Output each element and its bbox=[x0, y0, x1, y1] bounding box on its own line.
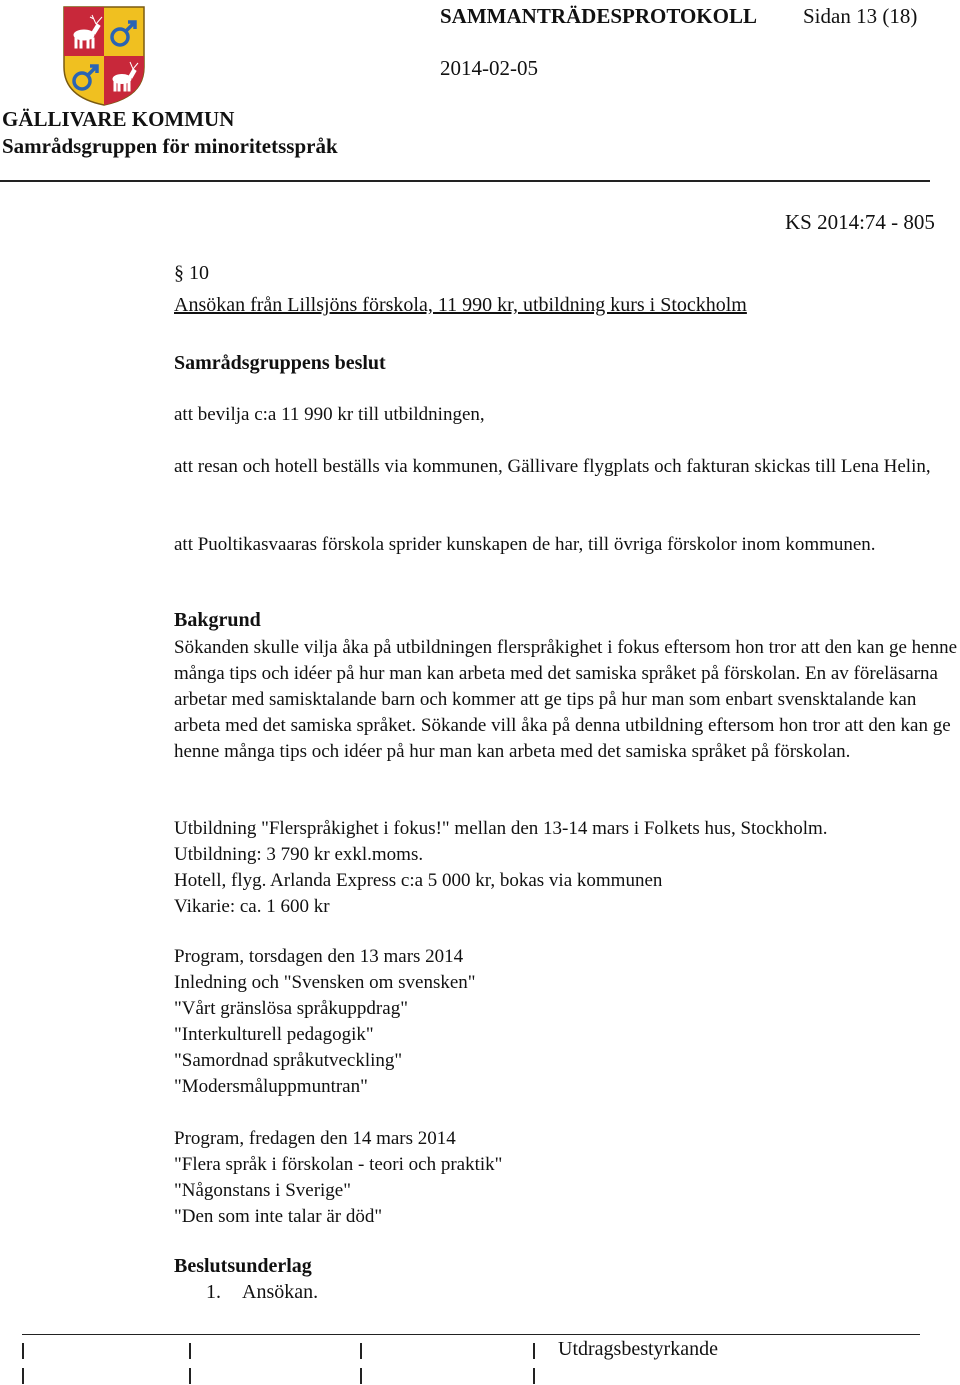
signature-box-divider bbox=[22, 1343, 24, 1359]
section-number: § 10 bbox=[174, 262, 209, 284]
program-line: Program, torsdagen den 13 mars 2014 bbox=[174, 946, 464, 967]
page-number: Sidan 13 (18) bbox=[803, 4, 918, 28]
decision-item: att Puoltikasvaaras förskola sprider kunskapen de har, till övriga förskolor inom kommunen. bbox=[174, 534, 876, 555]
item-title: Ansökan från Lillsjöns förskola, 11 990 kr, utbildning kurs i Stockholm bbox=[174, 294, 747, 316]
basis-heading: Beslutsunderlag bbox=[174, 1255, 312, 1277]
program-day-1 bbox=[174, 944, 476, 1100]
program-line: Program, fredagen den 14 mars 2014 bbox=[174, 1128, 456, 1149]
signature-box-divider bbox=[189, 1343, 191, 1359]
course-line: Utbildning "Flerspråkighet i fokus!" mellan den 13-14 mars i Folkets hus, Stockholm. bbox=[174, 818, 828, 839]
basis-item-text: Ansökan. bbox=[242, 1281, 319, 1303]
meeting-date: 2014-02-05 bbox=[440, 56, 538, 80]
course-line: Hotell, flyg. Arlanda Express c:a 5 000 kr, bokas via kommunen bbox=[174, 870, 663, 891]
course-details bbox=[174, 816, 828, 920]
program-day-2 bbox=[174, 1126, 502, 1230]
course-line: Utbildning: 3 790 kr exkl.moms. bbox=[174, 844, 424, 865]
basis-item bbox=[206, 1281, 318, 1304]
program-line: "Vårt gränslösa språkuppdrag" bbox=[174, 998, 408, 1019]
organization-name: GÄLLIVARE KOMMUN bbox=[2, 107, 235, 131]
program-line: "Samordnad språkutveckling" bbox=[174, 1050, 403, 1071]
signature-box-divider bbox=[189, 1368, 191, 1384]
signature-box-divider bbox=[360, 1368, 362, 1384]
background-heading: Bakgrund bbox=[174, 609, 261, 631]
program-line: "Någonstans i Sverige" bbox=[174, 1180, 351, 1201]
program-line: "Modersmåluppmuntran" bbox=[174, 1076, 368, 1097]
group-name: Samrådsgruppen för minoritetsspråk bbox=[2, 134, 338, 158]
program-line: "Flera språk i förskolan - teori och praktik" bbox=[174, 1154, 503, 1175]
signature-box-divider bbox=[533, 1368, 535, 1384]
decision-heading: Samrådsgruppens beslut bbox=[174, 352, 386, 374]
basis-item-number: 1. bbox=[206, 1281, 221, 1303]
case-reference: KS 2014:74 - 805 bbox=[785, 210, 935, 234]
header-divider bbox=[0, 180, 930, 182]
signature-box-divider bbox=[22, 1368, 24, 1384]
course-line: Vikarie: ca. 1 600 kr bbox=[174, 896, 330, 917]
program-line: Inledning och "Svensken om svensken" bbox=[174, 972, 476, 993]
decision-item: att resan och hotell beställs via kommunen, Gällivare flygplats och fakturan skickas till Lena Helin, bbox=[174, 456, 931, 477]
certification-label: Utdragsbestyrkande bbox=[558, 1338, 718, 1360]
decision-item: att bevilja c:a 11 990 kr till utbildningen, bbox=[174, 404, 485, 425]
signature-box-divider bbox=[533, 1343, 535, 1359]
footer-divider bbox=[22, 1334, 920, 1335]
background-text: Sökanden skulle vilja åka på utbildningen flerspråkighet i fokus eftersom hon tror att den kan ge henne många tips och idéer på hur man kan arbeta med det samiska språket på förskolan. En av föreläsarna arbetar med samisktalande barn och kommer att ge tips på hur man som enbart svensktalande kan arbeta med det samiska språket. Sökande vill åka på denna utbildning eftersom hon tror att den kan ge henne många tips och idéer på hur man kan arbeta med det samiska språket på förskolan. bbox=[174, 637, 958, 762]
signature-box-divider bbox=[360, 1343, 362, 1359]
program-line: "Interkulturell pedagogik" bbox=[174, 1024, 374, 1045]
program-line: "Den som inte talar är död" bbox=[174, 1206, 383, 1227]
coat-of-arms-icon bbox=[62, 5, 146, 107]
document-type: SAMMANTRÄDESPROTOKOLL bbox=[440, 4, 757, 28]
